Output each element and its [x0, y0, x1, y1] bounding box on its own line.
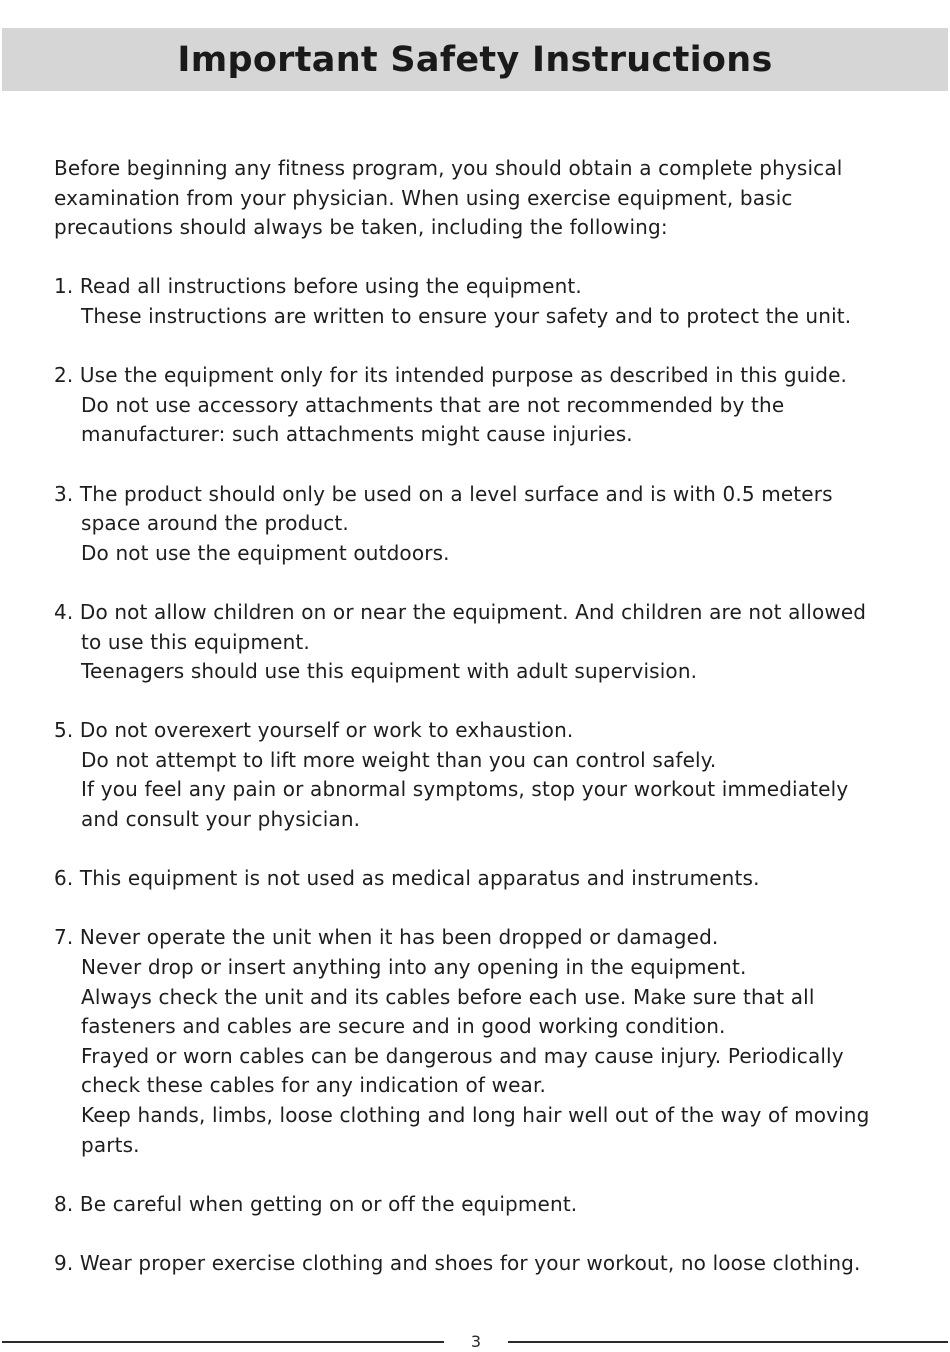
- instruction-line: fasteners and cables are secure and in good working condition.: [81, 1014, 726, 1039]
- instruction-item-3: [54, 480, 934, 569]
- instruction-line: Never drop or insert anything into any opening in the equipment.: [81, 955, 747, 980]
- instruction-line: manufacturer: such attachments might cause injuries.: [81, 422, 633, 447]
- instruction-line: parts.: [81, 1132, 140, 1157]
- instruction-line: to use this equipment.: [81, 629, 310, 654]
- instruction-item-7: [54, 923, 934, 1160]
- instruction-line: Do not use the equipment outdoors.: [81, 540, 450, 565]
- instruction-line: Keep hands, limbs, loose clothing and long hair well out of the way of moving: [81, 1103, 870, 1127]
- instruction-item-2: [54, 361, 934, 450]
- instruction-line: 5. Do not overexert yourself or work to exhaustion.: [54, 718, 574, 743]
- instruction-line: space around the product.: [81, 511, 349, 536]
- instruction-line: 4. Do not allow children on or near the equipment. And children are not allowed: [54, 599, 867, 624]
- footer-divider-left: [2, 1341, 444, 1343]
- instruction-item-9: [54, 1249, 934, 1279]
- intro-line: precautions should always be taken, including the following:: [54, 215, 668, 240]
- instruction-line: 8. Be careful when getting on or off the equipment.: [54, 1191, 578, 1216]
- instruction-line: Always check the unit and its cables before each use. Make sure that all: [81, 984, 815, 1009]
- instruction-line: check these cables for any indication of wear.: [81, 1073, 546, 1098]
- intro-line: Before beginning any fitness program, you should obtain a complete physical: [54, 156, 843, 180]
- safety-instruction-list: [54, 272, 934, 1278]
- instruction-line: Frayed or worn cables can be dangerous and may cause injury. Periodically: [81, 1043, 844, 1068]
- footer-divider-right: [508, 1341, 948, 1343]
- instruction-line: These instructions are written to ensure your safety and to protect the unit.: [81, 303, 852, 328]
- page-number: 3: [470, 1332, 482, 1351]
- instruction-line: 7. Never operate the unit when it has been dropped or damaged.: [54, 925, 719, 950]
- intro-line: examination from your physician. When using exercise equipment, basic: [54, 185, 793, 210]
- instruction-line: 1. Read all instructions before using the equipment.: [54, 274, 582, 299]
- instruction-line: Teenagers should use this equipment with adult supervision.: [81, 659, 698, 684]
- instruction-line: Do not attempt to lift more weight than you can control safely.: [81, 747, 717, 772]
- instruction-item-5: [54, 716, 934, 834]
- instruction-line: and consult your physician.: [81, 807, 361, 832]
- instruction-item-6: [54, 864, 934, 894]
- instruction-line: 3. The product should only be used on a level surface and is with 0.5 meters: [54, 481, 833, 506]
- instruction-line: 6. This equipment is not used as medical apparatus and instruments.: [54, 866, 760, 891]
- page-title: Important Safety Instructions: [177, 40, 773, 80]
- instruction-item-1: [54, 272, 934, 331]
- instruction-item-8: [54, 1190, 934, 1220]
- instruction-line: Do not use accessory attachments that are not recommended by the: [81, 392, 785, 417]
- instruction-line: 2. Use the equipment only for its intended purpose as described in this guide.: [54, 363, 848, 388]
- intro-paragraph: [54, 154, 934, 243]
- instruction-line: If you feel any pain or abnormal symptoms, stop your workout immediately: [81, 777, 849, 802]
- instruction-item-4: [54, 598, 934, 687]
- document-body: [54, 154, 934, 1308]
- instruction-line: 9. Wear proper exercise clothing and shoes for your workout, no loose clothing.: [54, 1250, 861, 1275]
